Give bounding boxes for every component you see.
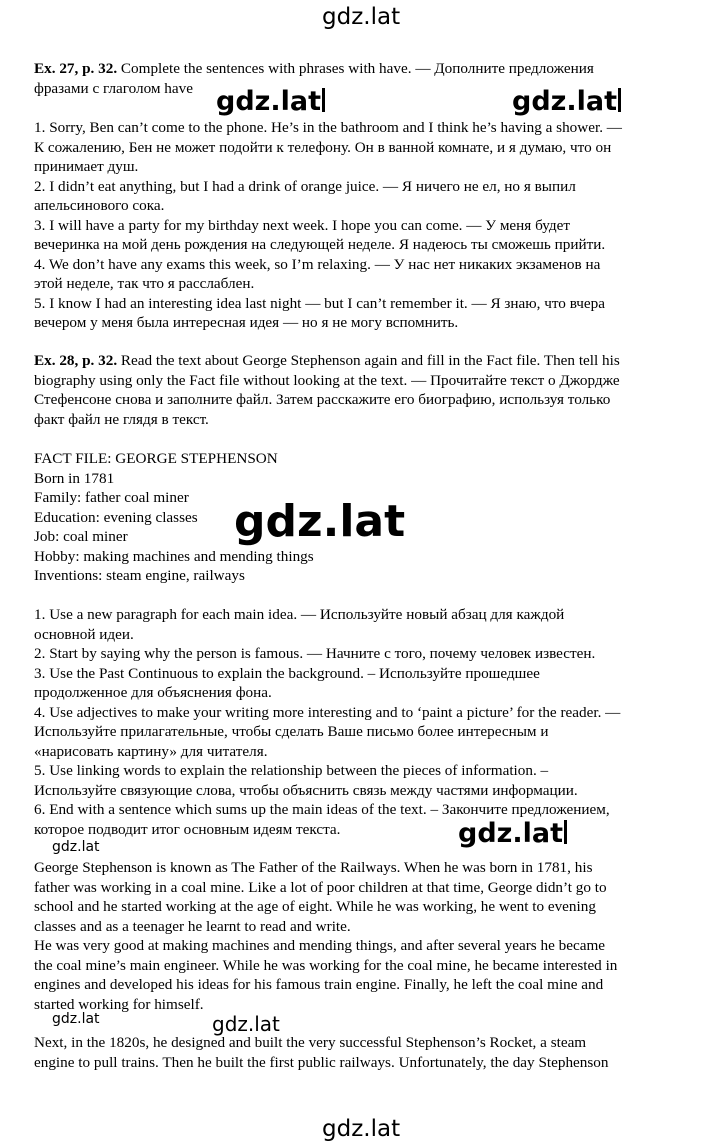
answer-line: апельсинового сока. — [34, 197, 165, 214]
answer-line: 3. I will have a party for my birthday next week. I hope you can come. — У меня будет — [34, 216, 570, 234]
tip-line: Используйте прилагательные, чтобы сделать Ваше письмо более интересным и — [34, 723, 549, 740]
answer-line: вечеринка на мой день рождения на следующей неделе. Я надеюсь ты сможешь прийти. — [34, 236, 606, 253]
answer-line: вечером у меня была интересная идея — но я не могу вспомнить. — [34, 314, 459, 331]
tip-line: 1. Use a new paragraph for each main idea. — Используйте новый абзац для каждой — [34, 606, 565, 623]
watermark-top: gdz.lat — [322, 4, 401, 30]
watermark-right-mid-text: gdz.lat — [512, 86, 618, 117]
tip-line: «нарисовать картину» для читателя. — [34, 742, 268, 760]
fact-file-item: Inventions: steam engine, railways — [34, 567, 245, 584]
writing-tips — [34, 605, 686, 839]
tip-line: основной идеи. — [34, 625, 134, 643]
watermark-bar — [618, 88, 621, 112]
exercise-27-intro — [34, 59, 686, 79]
watermark-right-mid — [510, 88, 623, 115]
answer-line: 5. I know I had an interesting idea last night — but I can’t remember it. — Я знаю, что вчера — [34, 294, 605, 312]
watermark-bar — [322, 88, 325, 112]
story-line: engines and developed his ideas for his famous train engine. Finally, he left the coal mine and — [34, 976, 604, 993]
watermark-mid-low: gdz.lat — [212, 1012, 280, 1036]
fact-file-item: Born in 1781 — [34, 469, 115, 487]
answer-line: принимает душ. — [34, 158, 139, 175]
tip-line: 6. End with a sentence which sums up the main ideas of the text. – Закончите предложением, — [34, 801, 610, 818]
watermark-right-low — [456, 820, 569, 847]
story-line: the coal mine’s main engineer. While he was working for the coal mine, he became interested in — [34, 956, 618, 974]
tip-line: 2. Start by saying why the person is famous. — Начните с того, почему человек известен. — [34, 645, 596, 662]
tip-line: которое подводит итог основным идеям текста. — [34, 820, 341, 838]
story-line: Next, in the 1820s, he designed and built the very successful Stephenson’s Rocket, a steam — [34, 1034, 587, 1051]
exercise-28-intro — [34, 351, 686, 371]
fact-file-title: FACT FILE: GEORGE STEPHENSON — [34, 450, 278, 467]
answer-line: этой неделе, так что я расслаблен. — [34, 275, 255, 292]
story-line: engine to pull trains. Then he built the first public railways. Unfortunately, the day Stephenson — [34, 1053, 609, 1071]
story-line: He was very good at making machines and mending things, and after several years he became — [34, 937, 606, 954]
answer-line: 2. I didn’t eat anything, but I had a drink of orange juice. — Я ничего не ел, но я выпил — [34, 177, 576, 195]
exercise-27-intro-text: Complete the sentences with phrases with have. — Дополните предложения — [117, 60, 594, 77]
exercise-27-intro-line2: фразами с глаголом have — [34, 79, 193, 97]
exercise-28-label: Ex. 28, p. 32. — [34, 352, 118, 369]
watermark-small-2: gdz.lat — [52, 1011, 100, 1027]
tip-line: продолженное для объяснения фона. — [34, 684, 272, 701]
exercise-27-label: Ex. 27, p. 32. — [34, 60, 118, 77]
fact-file-item: Job: coal miner — [34, 528, 128, 545]
exercise-28-intro-line: факт файл не глядя в текст. — [34, 410, 209, 428]
answer-line: 1. Sorry, Ben can’t come to the phone. He’s in the bathroom and I think he’s having a shower. — — [34, 119, 622, 136]
exercise-28-intro-line: Стефенсоне снова и заполните файл. Затем расскажите его биографию, используя только — [34, 391, 611, 408]
watermark-left-mid-text: gdz.lat — [216, 86, 322, 117]
watermark-small-1: gdz.lat — [52, 839, 100, 855]
watermark-left-mid — [214, 88, 327, 115]
story-line: school and he started working at the age of eight. While he was working, he went to evening — [34, 898, 596, 915]
watermark-center-big: gdz.lat — [234, 496, 406, 547]
story-line: classes and as a teenager he learnt to read and write. — [34, 917, 351, 935]
story-line: father was working in a coal mine. Like a lot of poor children at that time, George didn’t go to — [34, 878, 607, 896]
story-line: George Stephenson is known as The Father of the Railways. When he was born in 1781, his — [34, 859, 593, 876]
exercise-28-intro-line: biography using only the Fact file without looking at the text. — Прочитайте текст о Джордже — [34, 371, 620, 389]
exercise-28-intro-text: Read the text about George Stephenson again and fill in the Fact file. Then tell his — [117, 352, 620, 369]
watermark-bottom: gdz.lat — [322, 1116, 401, 1142]
tip-line: 5. Use linking words to explain the relationship between the pieces of information. – — [34, 762, 549, 779]
exercise-28 — [34, 351, 686, 429]
fact-file-item: Family: father coal miner — [34, 489, 189, 506]
fact-file-item: Education: evening classes — [34, 508, 198, 526]
fact-file-item: Hobby: making machines and mending things — [34, 547, 314, 565]
watermark-right-low-text: gdz.lat — [458, 818, 564, 849]
tip-line: 4. Use adjectives to make your writing more interesting and to ‘paint a picture’ for the reader. — — [34, 703, 621, 721]
answer-line: К сожалению, Бен не может подойти к телефону. Он в ванной комнате, и я думаю, что он — [34, 138, 612, 156]
biography-text — [34, 858, 686, 1014]
story-line: started working for himself. — [34, 995, 204, 1013]
answer-line: 4. We don’t have any exams this week, so I’m relaxing. — У нас нет никаких экзаменов на — [34, 255, 601, 273]
biography-text-cont — [34, 1033, 686, 1072]
watermark-bar — [564, 820, 567, 844]
tip-line: Используйте связующие слова, чтобы объяснить связь между частями информации. — [34, 781, 578, 799]
exercise-27-answers — [34, 118, 686, 333]
tip-line: 3. Use the Past Continuous to explain the background. – Используйте прошедшее — [34, 664, 540, 682]
